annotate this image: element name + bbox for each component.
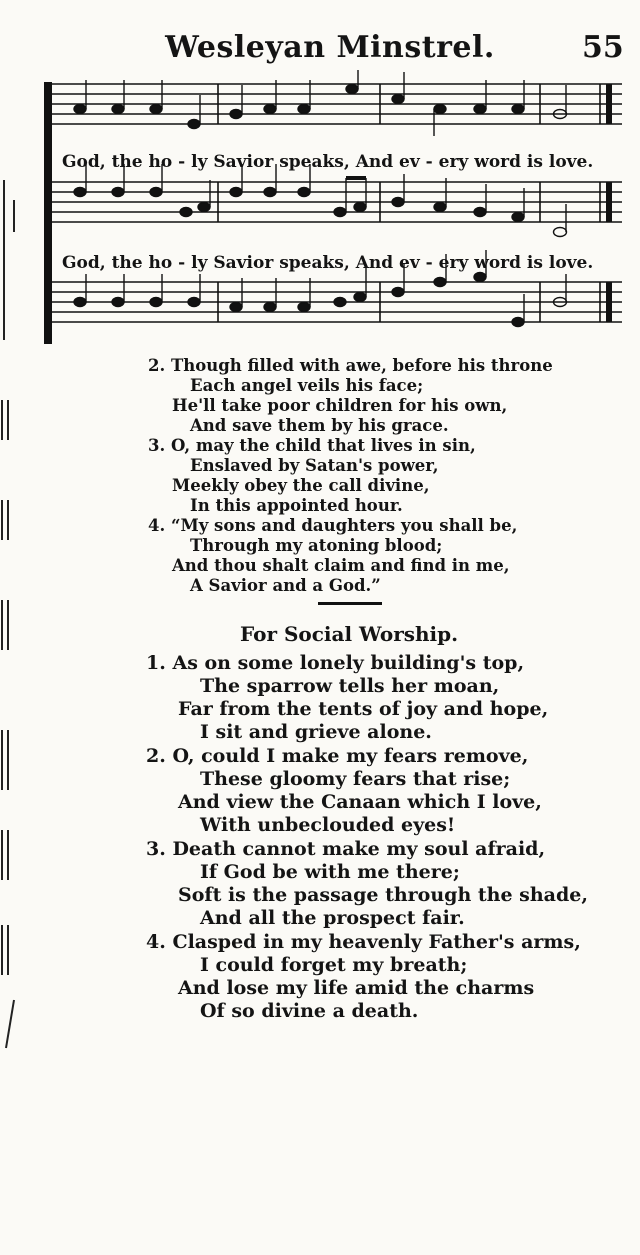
verse-line: With unbeclouded eyes! — [200, 814, 456, 836]
verse-line: I could forget my breath; — [200, 954, 468, 976]
verse-line: 1. As on some lonely building's top, — [146, 652, 525, 674]
verse-line: If God be with me there; — [200, 861, 460, 883]
verse-line: And all the prospect fair. — [200, 907, 465, 929]
verse-line: Soft is the passage through the shade, — [178, 884, 588, 906]
verse-line: Each angel veils his face; — [190, 376, 424, 395]
music-lyric-line-1: God, the ho - ly Savior speaks, And ev - ery word is love. — [62, 152, 594, 172]
hymn-2-title: For Social Worship. — [240, 622, 459, 646]
verse-line: 4. “My sons and daughters you shall be, — [148, 516, 518, 535]
margin-bleed-marks — [0, 0, 40, 1255]
verse-line: Through my atoning blood; — [190, 536, 443, 555]
staff-1 — [52, 84, 622, 124]
verse-line: He'll take poor children for his own, — [172, 396, 508, 415]
verse-line: In this appointed hour. — [190, 496, 403, 515]
verse-line: A Savior and a God.” — [190, 576, 381, 595]
verse-line: 4. Clasped in my heavenly Father's arms, — [146, 931, 581, 953]
verse-line: 3. Death cannot make my soul afraid, — [146, 838, 546, 860]
verse-line: Enslaved by Satan's power, — [190, 456, 439, 475]
verse-line: 2. O, could I make my fears remove, — [146, 745, 529, 767]
verse-line: I sit and grieve alone. — [200, 721, 432, 743]
verse-line: Meekly obey the call divine, — [172, 476, 430, 495]
music-notation — [0, 70, 640, 350]
page-number: 55 — [582, 30, 624, 65]
verse-line: Far from the tents of joy and hope, — [178, 698, 549, 720]
verse-line: These gloomy fears that rise; — [200, 768, 511, 790]
section-divider — [318, 602, 382, 605]
verse-line: The sparrow tells her moan, — [200, 675, 500, 697]
music-lyric-line-2: God, the ho - ly Savior speaks, And ev - ery word is love. — [62, 253, 594, 273]
verse-line: Of so divine a death. — [200, 1000, 419, 1022]
verse-line: And save them by his grace. — [190, 416, 449, 435]
running-title: Wesleyan Minstrel. — [165, 30, 495, 65]
verse-line: 2. Though filled with awe, before his throne — [148, 356, 553, 375]
verse-line: And lose my life amid the charms — [178, 977, 535, 999]
verse-line: And thou shalt claim and find in me, — [172, 556, 510, 575]
verse-line: 3. O, may the child that lives in sin, — [148, 436, 476, 455]
verse-line: And view the Canaan which I love, — [178, 791, 542, 813]
